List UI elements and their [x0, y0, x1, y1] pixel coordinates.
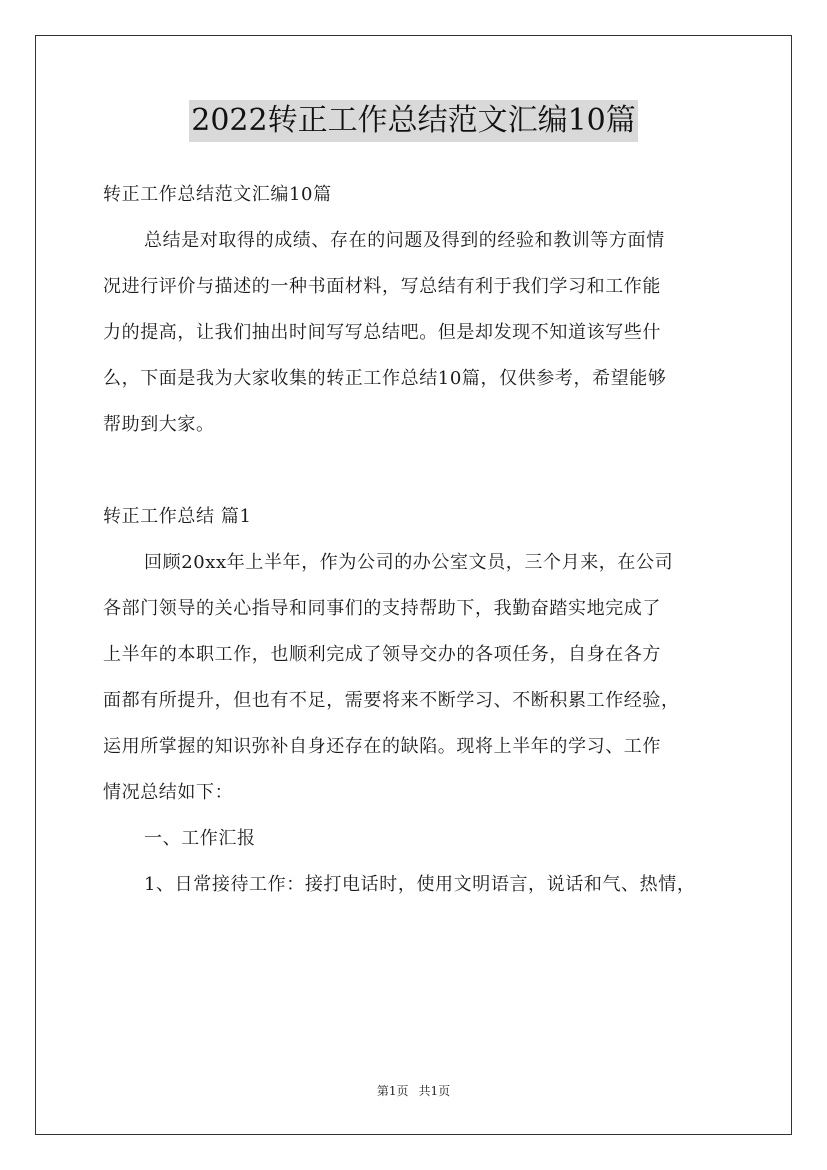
paragraph-gap	[103, 448, 733, 494]
section-line-5: 运用所掌握的知识弥补自身还存在的缺陷。现将上半年的学习、工作	[103, 736, 661, 757]
document-title: 2022转正工作总结范文汇编10篇	[189, 100, 638, 142]
sub-heading: 一、工作汇报	[144, 828, 256, 849]
intro-line-2: 况进行评价与描述的一种书面材料，写总结有利于我们学习和工作能	[103, 276, 661, 297]
section-line-2: 各部门领导的关心指导和同事们的支持帮助下，我勤奋踏实地完成了	[103, 598, 661, 619]
section-line-6: 情况总结如下：	[103, 782, 234, 803]
page-footer	[0, 1082, 827, 1100]
section-line-4: 面都有所提升，但也有不足，需要将来不断学习、不断积累工作经验，	[103, 690, 680, 711]
intro-line-4: 么，下面是我为大家收集的转正工作总结10篇，仅供参考，希望能够	[103, 368, 667, 389]
item-line-1: 1、日常接待工作：接打电话时，使用文明语言，说话和气、热情，	[144, 874, 696, 895]
page-number-current: 第1页	[376, 1084, 409, 1098]
intro-line-3: 力的提高，让我们抽出时间写写总结吧。但是却发现不知道该写些什	[103, 322, 661, 343]
intro-line-1: 总结是对取得的成绩、存在的问题及得到的经验和教训等方面情	[144, 230, 665, 251]
document-body	[103, 172, 733, 908]
page-number-total: 共1页	[418, 1084, 451, 1098]
intro-line-5: 帮助到大家。	[103, 414, 215, 435]
document-subtitle: 转正工作总结范文汇编10篇	[103, 184, 332, 205]
title-wrap	[0, 100, 827, 142]
section-line-3: 上半年的本职工作，也顺利完成了领导交办的各项任务，自身在各方	[103, 644, 661, 665]
section-heading: 转正工作总结 篇1	[103, 506, 252, 527]
section-line-1: 回顾20xx年上半年，作为公司的办公室文员，三个月来，在公司	[144, 552, 674, 573]
